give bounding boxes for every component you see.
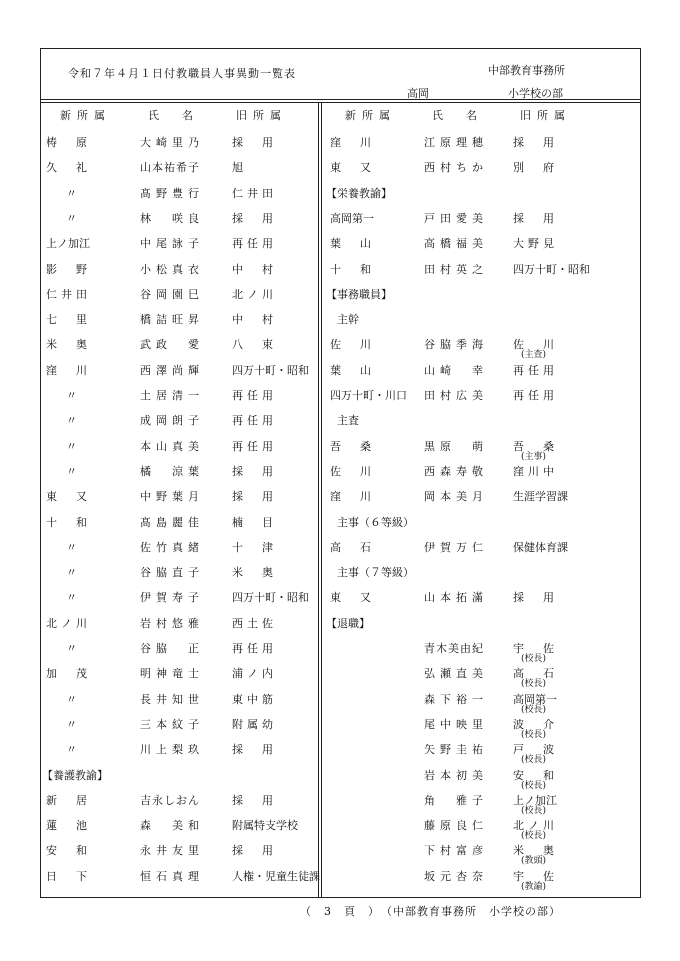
staff-name: 三本紋子	[140, 718, 204, 731]
staff-name: 成岡朗子	[140, 414, 204, 427]
old-affiliation: 浦ノ内	[232, 667, 277, 680]
old-affiliation: 米 奥	[513, 844, 558, 857]
new-affiliation: 東 又	[46, 490, 91, 503]
staff-name: 山本拓滿	[424, 591, 488, 604]
new-affiliation: 吾 桑	[330, 440, 375, 453]
old-affiliation: 再任用	[232, 440, 277, 453]
new-affiliation: 〃	[66, 693, 77, 706]
new-affiliation: 蓮 池	[46, 819, 91, 832]
old-affiliation: 西土佐	[232, 617, 277, 630]
position-note: (校長)	[521, 730, 547, 740]
page-footer: （ 3 頁 ） （中部教育事務所 小学校の部）	[300, 905, 561, 918]
old-affiliation: 仁井田	[232, 187, 277, 200]
staff-name: 中尾詠子	[140, 237, 204, 250]
new-affiliation: 〃	[66, 743, 77, 756]
staff-name: 林 咲良	[140, 212, 204, 225]
old-affiliation: 再任用	[232, 414, 277, 427]
new-affiliation: 上ノ加江	[46, 237, 90, 250]
staff-name: 谷岡園巳	[140, 288, 204, 301]
old-affiliation: 北ノ川	[232, 288, 277, 301]
new-affiliation: 主幹	[326, 313, 359, 326]
new-affiliation: 【事務職員】	[326, 288, 392, 301]
staff-name: 橋詰旺昇	[140, 313, 204, 326]
position-note: (校長)	[521, 679, 547, 689]
school-name: 高岡	[407, 87, 429, 100]
staff-name: 中野葉月	[140, 490, 204, 503]
new-affiliation: 葉 山	[330, 237, 375, 250]
new-affiliation: 高岡第一	[330, 212, 374, 225]
old-affiliation: 再任用	[513, 389, 558, 402]
old-affiliation: 宇 佐	[513, 642, 558, 655]
right-header-new: 新所属	[345, 109, 396, 122]
old-affiliation: 生涯学習課	[513, 490, 568, 503]
old-affiliation: 大野見	[513, 237, 558, 250]
old-affiliation: 採 用	[513, 212, 558, 225]
staff-name: 小松真衣	[140, 263, 204, 276]
staff-name: 坂元杏奈	[424, 870, 488, 883]
new-affiliation: 梼 原	[46, 136, 91, 149]
new-affiliation: 主事（６等級）	[326, 516, 414, 529]
new-affiliation: 窪 川	[330, 136, 375, 149]
staff-name: 伊賀万仁	[424, 541, 488, 554]
old-affiliation: 採 用	[232, 465, 277, 478]
staff-name: 青木美由紀	[424, 642, 484, 655]
new-affiliation: 〃	[66, 566, 77, 579]
left-header-new: 新所属	[60, 109, 111, 122]
new-affiliation: 〃	[66, 414, 77, 427]
new-affiliation: 仁井田	[46, 288, 91, 301]
old-affiliation: 北ノ川	[513, 819, 558, 832]
new-affiliation: 日 下	[46, 870, 91, 883]
old-affiliation: 波 介	[513, 718, 558, 731]
old-affiliation: 佐 川	[513, 338, 558, 351]
document-title: 令和７年４月１日付教職員人事異動一覧表	[68, 67, 296, 80]
staff-name: 西村ちか	[424, 161, 488, 174]
new-affiliation: 葉 山	[330, 364, 375, 377]
staff-name: 西森寿敬	[424, 465, 488, 478]
staff-name: 谷脇季海	[424, 338, 488, 351]
new-affiliation: 十 和	[46, 516, 91, 529]
position-note: (校長)	[521, 705, 547, 715]
staff-name: 髙島麗佳	[140, 516, 204, 529]
staff-name: 下村富彦	[424, 844, 488, 857]
staff-name: 戸田愛美	[424, 212, 488, 225]
new-affiliation: 〃	[66, 187, 77, 200]
staff-name: 岩村悠雅	[140, 617, 204, 630]
staff-name: 山崎 幸	[424, 364, 488, 377]
old-affiliation: 採 用	[513, 591, 558, 604]
old-affiliation: 採 用	[232, 490, 277, 503]
staff-name: 弘瀬直美	[424, 667, 488, 680]
old-affiliation: 附属特支学校	[232, 819, 298, 832]
staff-name: 尾中映里	[424, 718, 488, 731]
staff-name: 橘 涼葉	[140, 465, 204, 478]
staff-name: 長井知世	[140, 693, 204, 706]
old-affiliation: 高岡第一	[513, 693, 557, 706]
new-affiliation: 四万十町・川口	[330, 389, 407, 402]
old-affiliation: 附属幼	[232, 718, 277, 731]
staff-name: 武政 愛	[140, 338, 204, 351]
new-affiliation: 佐 川	[330, 338, 375, 351]
staff-name: 谷脇 正	[140, 642, 204, 655]
new-affiliation: 〃	[66, 591, 77, 604]
new-affiliation: 【退職】	[326, 617, 370, 630]
old-affiliation: 別 府	[513, 161, 558, 174]
new-affiliation: 〃	[66, 718, 77, 731]
staff-name: 土居清一	[140, 389, 204, 402]
new-affiliation: 高 石	[330, 541, 375, 554]
old-affiliation: 東中筋	[232, 693, 277, 706]
position-note: (教頭)	[521, 856, 547, 866]
new-affiliation: 〃	[66, 212, 77, 225]
new-affiliation: 七 里	[46, 313, 91, 326]
new-affiliation: 東 又	[330, 591, 375, 604]
staff-name: 森下裕一	[424, 693, 488, 706]
position-note: (校長)	[521, 781, 547, 791]
position-note: (校長)	[521, 654, 547, 664]
new-affiliation: 十 和	[330, 263, 375, 276]
new-affiliation: 窪 川	[330, 490, 375, 503]
new-affiliation: 【養護教諭】	[42, 769, 108, 782]
staff-name: 明神竜士	[140, 667, 204, 680]
staff-name: 岩本初美	[424, 769, 488, 782]
staff-name: 西澤尚輝	[140, 364, 204, 377]
old-affiliation: 戸 波	[513, 743, 558, 756]
position-note: (校長)	[521, 806, 547, 816]
new-affiliation: 安 和	[46, 844, 91, 857]
staff-name: 佐竹真緒	[140, 541, 204, 554]
new-affiliation: 東 又	[330, 161, 375, 174]
staff-name: 藤原良仁	[424, 819, 488, 832]
old-affiliation: 保健体育課	[513, 541, 568, 554]
left-header-name: 氏 名	[148, 109, 199, 122]
staff-name: 髙野豊行	[140, 187, 204, 200]
old-affiliation: 宇 佐	[513, 870, 558, 883]
staff-name: 恒石真理	[140, 870, 204, 883]
old-affiliation: 採 用	[232, 844, 277, 857]
new-affiliation: 〃	[66, 465, 77, 478]
old-affiliation: 人権・児童生徒課	[232, 870, 320, 883]
staff-name: 角 雅子	[424, 794, 488, 807]
position-note: (校長)	[521, 755, 547, 765]
new-affiliation: 新 居	[46, 794, 91, 807]
column-divider	[318, 102, 319, 898]
new-affiliation: 〃	[66, 541, 77, 554]
old-affiliation: 八 束	[232, 338, 277, 351]
old-affiliation: 再任用	[232, 237, 277, 250]
old-affiliation: 米 奥	[232, 566, 277, 579]
old-affiliation: 採 用	[513, 136, 558, 149]
new-affiliation: 〃	[66, 642, 77, 655]
old-affiliation: 四万十町・昭和	[513, 263, 590, 276]
old-affiliation: 吾 桑	[513, 440, 558, 453]
staff-name: 谷脇直子	[140, 566, 204, 579]
new-affiliation: 影 野	[46, 263, 91, 276]
old-affiliation: 安 和	[513, 769, 558, 782]
new-affiliation: 佐 川	[330, 465, 375, 478]
old-affiliation: 中 村	[232, 263, 277, 276]
school-suffix: 小学校の部	[508, 87, 563, 100]
new-affiliation: 米 奥	[46, 338, 91, 351]
right-header-old: 旧所属	[520, 109, 571, 122]
position-note: (主査)	[521, 350, 547, 360]
old-affiliation: 採 用	[232, 794, 277, 807]
old-affiliation: 採 用	[232, 136, 277, 149]
staff-name: 伊賀寿子	[140, 591, 204, 604]
staff-name: 黒原 萌	[424, 440, 488, 453]
staff-name: 吉永しおん	[140, 794, 200, 807]
old-affiliation: 中 村	[232, 313, 277, 326]
old-affiliation: 四万十町・昭和	[232, 591, 309, 604]
old-affiliation: 窪川中	[513, 465, 558, 478]
position-note: (教諭)	[521, 882, 547, 892]
old-affiliation: 旭	[232, 161, 247, 174]
old-affiliation: 楠 目	[232, 516, 277, 529]
old-affiliation: 再任用	[232, 389, 277, 402]
staff-name: 永井友里	[140, 844, 204, 857]
old-affiliation: 再任用	[232, 642, 277, 655]
old-affiliation: 十 津	[232, 541, 277, 554]
old-affiliation: 採 用	[232, 212, 277, 225]
staff-name: 山本祐希子	[140, 161, 200, 174]
staff-name: 川上梨玖	[140, 743, 204, 756]
staff-name: 江原理穂	[424, 136, 488, 149]
new-affiliation: 〃	[66, 440, 77, 453]
new-affiliation: 北ノ川	[46, 617, 91, 630]
left-header-old: 旧所属	[236, 109, 287, 122]
column-divider-double	[321, 102, 322, 898]
staff-name: 田村英之	[424, 263, 488, 276]
staff-name: 森 美和	[140, 819, 204, 832]
staff-name: 大崎里乃	[140, 136, 204, 149]
staff-name: 矢野圭祐	[424, 743, 488, 756]
header-divider-double	[40, 102, 641, 103]
new-affiliation: 〃	[66, 389, 77, 402]
right-header-name: 氏 名	[432, 109, 483, 122]
old-affiliation: 採 用	[232, 743, 277, 756]
old-affiliation: 四万十町・昭和	[232, 364, 309, 377]
new-affiliation: 久 礼	[46, 161, 91, 174]
old-affiliation: 再任用	[513, 364, 558, 377]
staff-name: 高橋福美	[424, 237, 488, 250]
position-note: (主事)	[521, 452, 547, 462]
office-name: 中部教育事務所	[488, 64, 565, 77]
staff-name: 田村広美	[424, 389, 488, 402]
new-affiliation: 窪 川	[46, 364, 91, 377]
new-affiliation: 【栄養教諭】	[326, 187, 392, 200]
old-affiliation: 高 石	[513, 667, 558, 680]
staff-name: 本山真美	[140, 440, 204, 453]
position-note: (校長)	[521, 831, 547, 841]
new-affiliation: 主査	[326, 414, 359, 427]
old-affiliation: 上ノ加江	[513, 794, 557, 807]
new-affiliation: 加 茂	[46, 667, 91, 680]
new-affiliation: 主事（７等級）	[326, 566, 414, 579]
staff-name: 岡本美月	[424, 490, 488, 503]
